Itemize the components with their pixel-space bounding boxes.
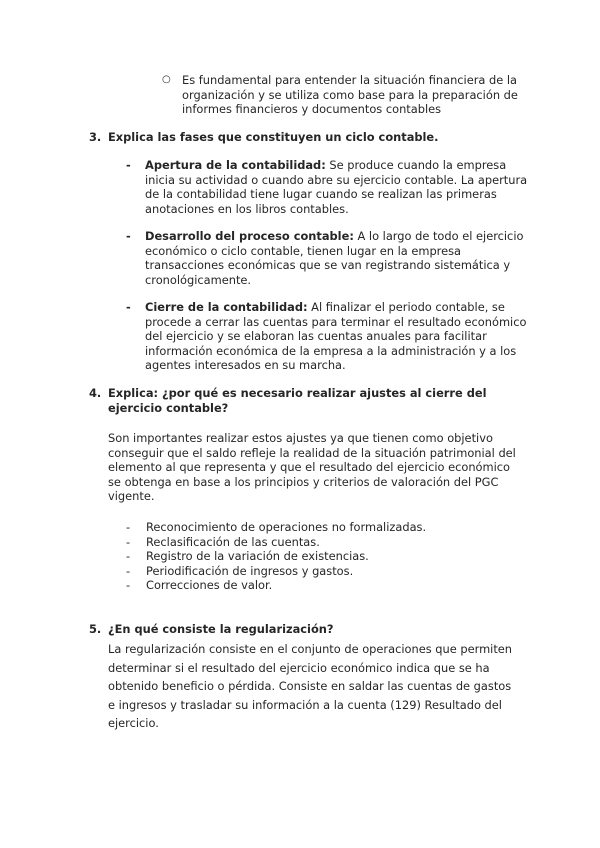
q3-item-2-text: A lo largo de todo el ejercicio económico o ciclo contable, tienen lugar en la empresa transacciones económicas que se van registrando sistemática y cronológicamente. <box>145 229 524 287</box>
question-4-number: 4. <box>89 386 102 400</box>
question-5-answer: La regularización consiste en el conjunto de operaciones que permiten determinar si el resultado del ejercicio económico indica que se ha obtenido beneficio o pérdida. Consiste en saldar las cuentas de gastos e ingresos y trasladar su información a la cuenta (129) Resultado del ejercicio. <box>108 642 513 731</box>
q3-item-3-text: Al finalizar el periodo contable, se procede a cerrar las cuentas para terminar el resultado económico del ejercicio y se elaboran las cuentas anuales para facilitar información económica de la empresa a la administración y a los agentes interesados en su marcha. <box>145 300 527 373</box>
hollow-circle-bullet-icon: ○ <box>162 74 171 85</box>
document-page: ○ Es fundamental para entender la situación financiera de la organización y se utiliza como base para la preparación de informes financieros y documentos contables 3. Explica las fases que constituyen un ciclo contable. - Apertura de la contabilidad: Se produce cuando la empresa inicia su actividad o cuando abre su ejercicio contable. La apertura de la contabilidad tiene lugar cuando se realizan las primeras anotaciones en los libros contables. - Desarrollo del proceso contable: A lo largo de todo el ejercicio económico o ciclo contable, tienen lugar en la empresa transacciones económicas que se van registrando sistemática y cronológicamente. - Cierre de la contabilidad: Al finalizar el periodo contable, se procede a cerrar las cuentas para terminar el resultado económico del ejercicio y se elaboran las cuentas anuales para facilitar información económica de la empresa a la administración y a los agentes interesados en su marcha. 4. Explica: ¿por qué es necesario realizar ajustes al cierre del ejercicio contable? Son importantes realizar estos ajustes ya que tienen como objetivo conseguir que el saldo refleje la realidad de la situación patrimonial del elemento al que representa y que el resultado del ejercicio económico se obtenga en base a los principios y criterios de valoración del PGC vigente. - Reconocimiento de operaciones no formalizadas. - Reclasificación de las cuentas. - Registro de la variación de existencias. - Periodificación de ingresos y gastos. - Correcciones de valor. 5. ¿En qué consiste la regularización? La regularización consiste en el conjunto de operaciones que permiten determinar si el resultado del ejercicio económico indica que se ha obtenido beneficio o pérdida. Consiste en saldar las cuentas de gastos e ingresos y trasladar su información a la cuenta (129) Resultado del ejercicio. <box>0 0 600 848</box>
q3-item-2-marker: - <box>126 229 131 243</box>
question-5-number: 5. <box>89 622 102 636</box>
question-3-number: 3. <box>89 130 102 144</box>
q3-item-2-term: Desarrollo del proceso contable <box>145 229 350 243</box>
q3-item-3-term: Cierre de la contabilidad <box>145 300 303 314</box>
q3-item-1-sep: : <box>321 158 326 172</box>
q3-item-apertura <box>145 158 531 216</box>
q3-item-3-marker: - <box>126 300 131 314</box>
question-5-text: ¿En qué consiste la regularización? <box>108 622 334 636</box>
q3-item-1-marker: - <box>126 158 131 172</box>
q3-item-1-term: Apertura de la contabilidad <box>145 158 322 172</box>
q3-item-2-sep: : <box>349 229 354 243</box>
question-3-text: Explica las fases que constituyen un ciclo contable. <box>108 130 439 144</box>
q3-item-3-sep: : <box>303 300 308 314</box>
question-4-answer: Son importantes realizar estos ajustes ya que tienen como objetivo conseguir que el saldo refleje la realidad de la situación patrimonial del elemento al que representa y que el resultado del ejercicio económico se obtenga en base a los principios y criterios de valoración del PGC vigente. <box>108 431 516 504</box>
intro-sub-bullet-text: Es fundamental para entender la situación financiera de la organización y se utiliza como base para la preparación de informes financieros y documentos contables <box>182 73 518 117</box>
question-4-text: Explica: ¿por qué es necesario realizar ajustes al cierre del ejercicio contable? <box>108 386 487 415</box>
q3-item-desarrollo <box>145 229 531 287</box>
q3-item-1-text: Se produce cuando la empresa inicia su actividad o cuando abre su ejercicio contable. La apertura de la contabilidad tiene lugar cuando se realizan las primeras anotaciones en los libros contables. <box>145 158 528 216</box>
q3-item-cierre <box>145 300 531 373</box>
